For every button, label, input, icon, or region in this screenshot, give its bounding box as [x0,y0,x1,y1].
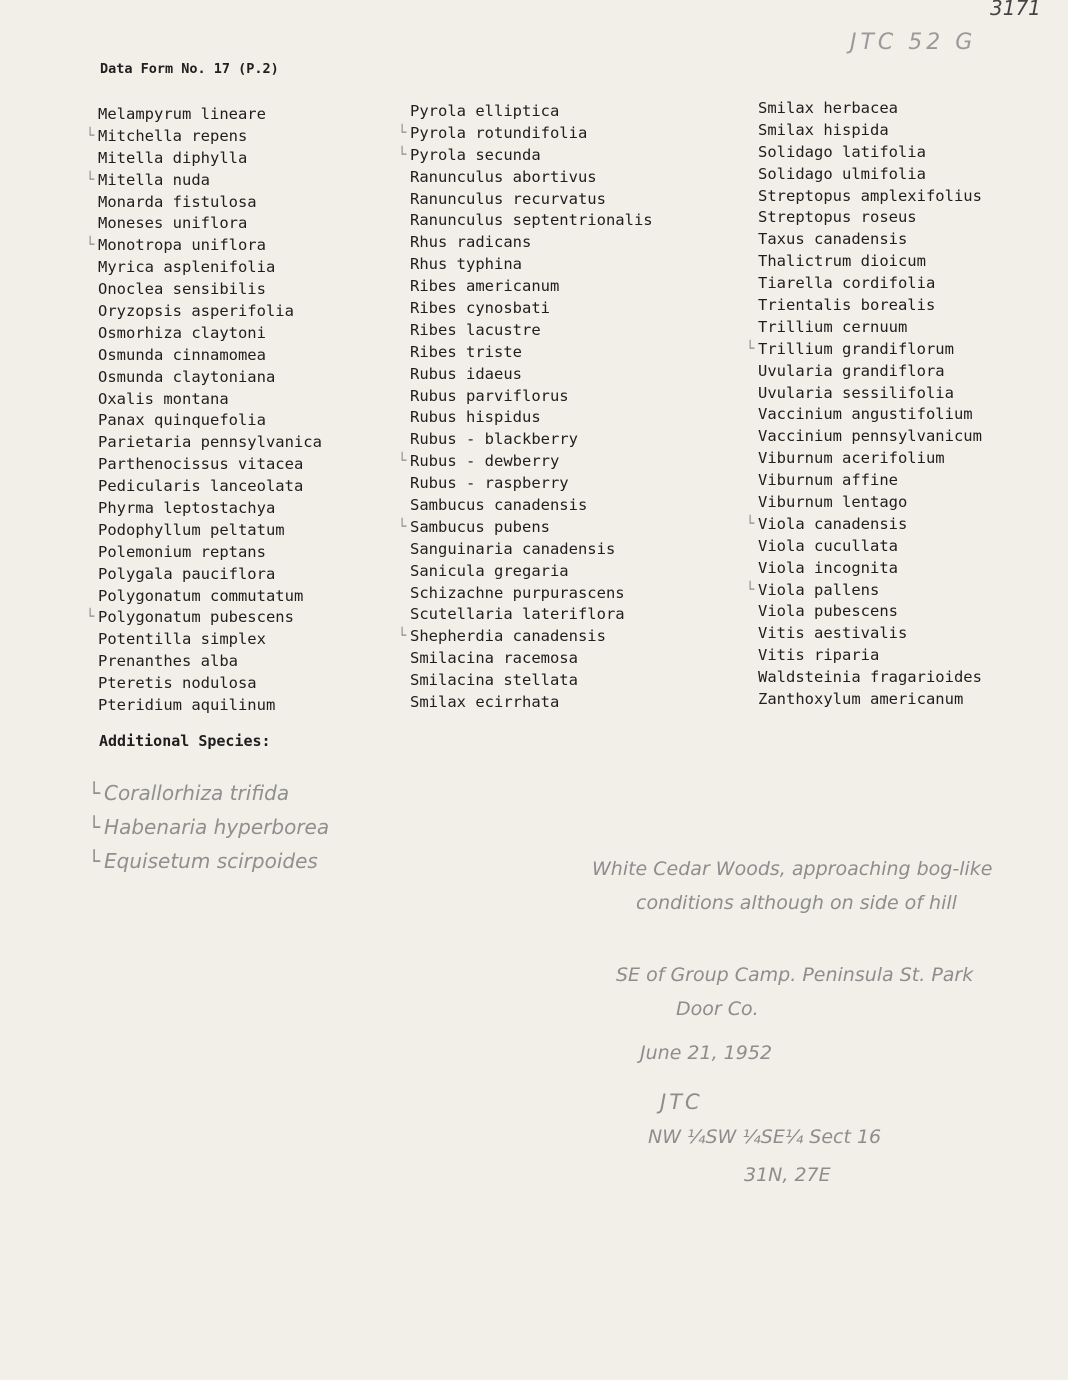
species-name: Phyrma leptostachya [98,499,276,518]
species-name: Ranunculus recurvatus [410,189,606,208]
species-item [98,192,322,214]
species-item [758,667,982,689]
species-name: Uvularia sessilifolia [758,383,954,402]
species-name: Parthenocissus vitacea [98,455,304,474]
species-name: Pteridium aquilinum [98,696,276,715]
species-item [758,470,982,492]
species-item [758,164,982,186]
species-name: Rubus hispidus [410,408,541,427]
species-item [758,558,982,580]
species-item [758,689,982,711]
species-item [410,232,653,254]
species-name: Sanguinaria canadensis [410,539,616,558]
species-item [758,426,982,448]
check-mark-icon: └ [86,609,95,626]
species-name: Smilax herbacea [758,99,898,117]
species-name: Schizachne purpurascens [410,583,625,602]
species-item [410,583,653,605]
species-name: Smilacina stellata [410,671,578,690]
species-item [410,495,653,517]
species-name: Viola pallens [758,580,880,599]
species-item [98,520,322,542]
species-item [98,498,322,520]
species-name: Oryzopsis asperifolia [98,302,294,321]
species-item [758,404,982,426]
species-item [410,604,653,626]
habitat-note-line-1: White Cedar Woods, approaching bog-like [592,858,993,880]
species-name: Monarda fistulosa [98,192,257,211]
species-name: Oxalis montana [98,389,229,408]
species-name: Streptopus roseus [758,208,917,227]
species-item [746,339,982,361]
species-item [98,279,322,301]
species-name: Polygala pauciflora [98,564,276,583]
species-name: Rhus typhina [410,255,522,274]
species-item [410,342,653,364]
species-name: Panax quinquefolia [98,411,266,430]
species-item [758,536,982,558]
check-mark-icon: └ [88,815,101,839]
species-item [758,273,982,295]
species-item [98,104,322,126]
legal-description-line-2: 31N, 27E [744,1164,831,1186]
species-name: Taxus canadensis [758,230,908,249]
species-item [410,429,653,451]
species-item [746,580,982,602]
species-name: Melampyrum lineare [98,105,266,123]
species-item [398,145,653,167]
species-name: Podophyllum peltatum [98,520,285,539]
species-item [410,648,653,670]
species-item [410,407,653,429]
species-item [86,170,322,192]
species-item [758,492,982,514]
species-item [410,364,653,386]
species-name: Thalictrum dioicum [758,252,926,271]
species-item [98,410,322,432]
check-mark-icon: └ [746,340,755,357]
species-item [758,251,982,273]
reference-code: JTC 52 G [850,30,977,55]
species-item [758,207,982,229]
species-name: Tiarella cordifolia [758,274,936,293]
species-item [98,389,322,411]
species-item [98,695,322,717]
species-item [398,517,653,539]
species-name: Pedicularis lanceolata [98,477,304,496]
species-name: Prenanthes alba [98,652,238,671]
check-mark-icon: └ [746,581,755,598]
species-name: Parietaria pennsylvanica [98,433,322,452]
species-name: Pyrola secunda [410,145,541,164]
species-name: Osmunda claytoniana [98,367,276,386]
species-item [758,142,982,164]
form-title: Data Form No. 17 (P.2) [100,61,279,77]
species-name: Monotropa uniflora [98,236,266,255]
species-name: Sanicula gregaria [410,561,569,580]
species-name: Pyrola elliptica [410,102,560,120]
species-column-1 [86,104,322,717]
species-name: Shepherdia canadensis [410,627,606,646]
check-mark-icon: └ [88,849,101,873]
species-name: Uvularia grandiflora [758,361,945,380]
check-mark-icon: └ [86,127,95,144]
species-name: Osmunda cinnamomea [98,345,266,364]
species-item [758,120,982,142]
check-mark-icon: └ [88,781,101,805]
species-column-2 [398,101,653,714]
habitat-note-line-2: conditions although on side of hill [636,892,957,914]
species-name: Myrica asplenifolia [98,258,276,277]
species-item [758,317,982,339]
species-item [758,98,982,120]
species-item [758,623,982,645]
species-name: Polemonium reptans [98,542,266,561]
species-name: Rubus idaeus [410,364,522,383]
species-name: Polygonatum pubescens [98,608,294,627]
additional-species-item [88,844,329,878]
additional-species-name: Corallorhiza trifida [104,781,290,805]
additional-species-name: Habenaria hyperborea [104,815,330,839]
species-item [758,601,982,623]
species-item [398,451,653,473]
species-name: Viburnum acerifolium [758,449,945,468]
species-item [758,229,982,251]
species-item [410,386,653,408]
species-item [98,564,322,586]
species-item [410,167,653,189]
legal-description-line-1: NW ¼SW ¼SE¼ Sect 16 [648,1126,882,1148]
species-item [410,276,653,298]
check-mark-icon: └ [86,237,95,254]
species-item [98,367,322,389]
additional-species-list [88,776,329,878]
species-name: Polygonatum commutatum [98,586,304,605]
species-item [410,189,653,211]
species-item [98,257,322,279]
species-item [758,383,982,405]
species-item [398,123,653,145]
species-item [98,213,322,235]
species-item [758,645,982,667]
species-name: Vaccinium pennsylvanicum [758,427,982,446]
species-name: Ranunculus abortivus [410,167,597,186]
species-item [410,692,653,714]
species-name: Smilacina racemosa [410,649,578,668]
species-name: Waldsteinia fragarioides [758,668,982,687]
species-item [410,298,653,320]
species-name: Viola canadensis [758,514,908,533]
collector-initials: JTC [660,1090,703,1114]
species-name: Zanthoxylum americanum [758,690,964,709]
check-mark-icon: └ [398,124,407,141]
species-item [98,323,322,345]
species-name: Viola incognita [758,558,898,577]
species-item [410,561,653,583]
species-name: Ribes lacustre [410,320,541,339]
species-item [98,432,322,454]
additional-species-item [88,776,329,810]
species-name: Solidago ulmifolia [758,164,926,183]
check-mark-icon: └ [746,515,755,532]
species-name: Sambucus canadensis [410,496,588,515]
species-name: Viburnum affine [758,471,898,490]
species-name: Trientalis borealis [758,296,936,315]
species-item [410,210,653,232]
check-mark-icon: └ [398,453,407,470]
species-name: Vitis riparia [758,646,880,665]
species-name: Pyrola rotundifolia [410,123,588,142]
species-item [410,254,653,276]
species-name: Solidago latifolia [758,142,926,161]
species-item [86,126,322,148]
species-name: Osmorhiza claytoni [98,323,266,342]
check-mark-icon: └ [398,518,407,535]
species-item [98,301,322,323]
species-column-3 [746,98,982,711]
species-item [746,514,982,536]
species-item [98,586,322,608]
page-number: 3171 [990,0,1041,20]
species-name: Rubus parviflorus [410,386,569,405]
species-name: Onoclea sensibilis [98,280,266,299]
species-item [758,361,982,383]
species-item [98,345,322,367]
check-mark-icon: └ [86,171,95,188]
species-name: Viburnum lentago [758,493,908,512]
species-item [410,473,653,495]
location-note-line-1: SE of Group Camp. Peninsula St. Park [616,964,974,986]
species-item [758,448,982,470]
species-name: Pteretis nodulosa [98,674,257,693]
species-name: Streptopus amplexifolius [758,186,982,205]
additional-species-item [88,810,329,844]
species-name: Rubus - dewberry [410,452,560,471]
species-name: Mitella nuda [98,170,210,189]
species-name: Potentilla simplex [98,630,266,649]
species-item [98,148,322,170]
species-item [98,454,322,476]
check-mark-icon: └ [398,628,407,645]
species-name: Viola cucullata [758,536,898,555]
species-item [98,542,322,564]
species-item [98,629,322,651]
species-name: Mitella diphylla [98,148,248,167]
species-name: Smilax ecirrhata [410,693,560,712]
species-item [86,235,322,257]
species-item [410,101,653,123]
species-item [98,673,322,695]
species-item [410,320,653,342]
check-mark-icon: └ [398,146,407,163]
additional-species-heading: Additional Species: [99,732,271,750]
species-name: Smilax hispida [758,120,889,139]
species-name: Sambucus pubens [410,517,550,536]
species-name: Scutellaria lateriflora [410,605,625,624]
species-item [410,539,653,561]
species-name: Vaccinium angustifolium [758,405,973,424]
collection-date: June 21, 1952 [640,1042,773,1064]
species-item [398,626,653,648]
species-item [410,670,653,692]
species-name: Moneses uniflora [98,214,248,233]
species-name: Viola pubescens [758,602,898,621]
species-name: Trillium grandiflorum [758,339,954,358]
species-name: Rubus - raspberry [410,474,569,493]
species-name: Ranunculus septentrionalis [410,211,653,230]
species-item [758,186,982,208]
species-name: Trillium cernuum [758,317,908,336]
species-item [86,607,322,629]
species-name: Vitis aestivalis [758,624,908,643]
species-item [98,476,322,498]
species-name: Rhus radicans [410,233,532,252]
species-name: Rubus - blackberry [410,430,578,449]
species-item [98,651,322,673]
species-name: Ribes americanum [410,277,560,296]
species-name: Ribes cynosbati [410,299,550,318]
additional-species-name: Equisetum scirpoides [104,849,318,873]
species-item [758,295,982,317]
species-name: Ribes triste [410,342,522,361]
location-note-line-2: Door Co. [676,998,759,1020]
species-name: Mitchella repens [98,126,248,145]
